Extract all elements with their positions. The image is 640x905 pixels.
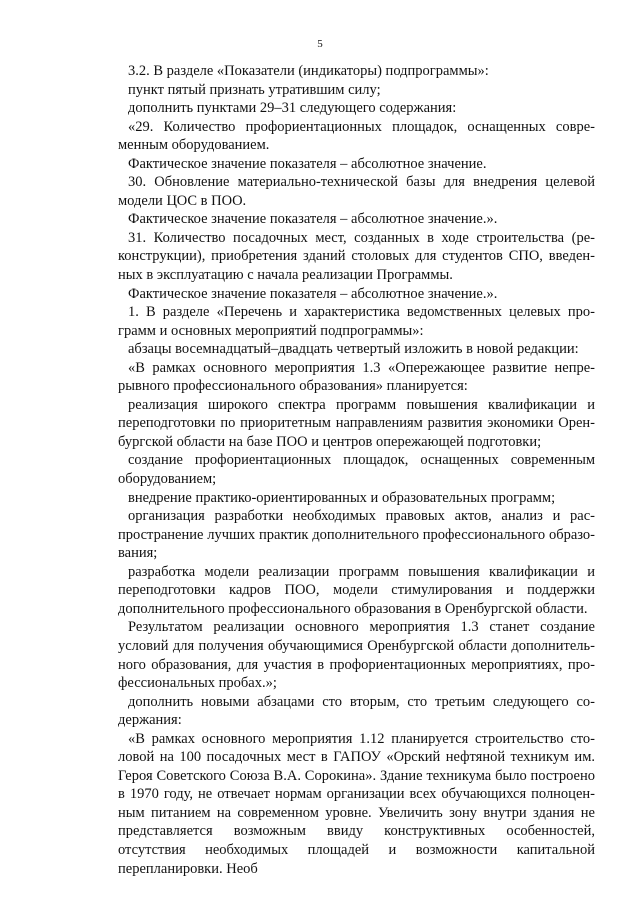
paragraph: 3.2. В разделе «Показатели (индикаторы) подпрограммы»:: [128, 63, 489, 79]
paragraph: создание профориентационных площадок, оснащенных современным оборудованием;: [118, 452, 595, 488]
paragraph: 1. В разделе «Перечень и характеристика ведомственных целевых программ и основных мероприятий подпрограммы»:: [118, 304, 595, 339]
paragraph: Фактическое значение показателя – абсолютное значение.».: [128, 285, 498, 302]
paragraph: «29. Количество профориентационных площадок, оснащенных современным оборудованием.: [118, 118, 595, 154]
paragraph: разработка модели реализации программ повышения квалификации и переподготовки кадров ПОО, модели стимулирования и поддержки дополнительного профессионального образования в Оренбургской области.: [118, 563, 595, 617]
paragraph: Фактическое значение показателя – абсолютное значение.».: [128, 211, 498, 228]
paragraph: дополнить пунктами 29–31 следующего содержания:: [128, 100, 457, 117]
paragraph: реализация широкого спектра программ повышения квалификации и переподготовки по приоритетным направлениям развития экономики Оренбургской области на базе ПОО и центров опережающей подготовки;: [118, 396, 595, 450]
paragraph: внедрение практико-ориентированных и образовательных программ;: [128, 489, 556, 506]
paragraph: Результатом реализации основного мероприятия 1.3 станет создание условий для получения обучающимися Оренбургской области дополнительного образования, для участия в профориентационных мероприятиях, профессиональных пробах.»;: [118, 619, 595, 692]
paragraph: абзацы восемнадцатый–двадцать четвертый изложить в новой редакции:: [128, 341, 579, 358]
document-body: [118, 62, 595, 878]
paragraph: «В рамках основного мероприятия 1.12 планируется строительство столовой на 100 посадочных мест в ГАПОУ «Орский нефтяной техникум им. Героя Советского Союза В.А. Сорокина». Здание техникума было построено в 1970 году, не отвечает нормам организации всех обучающихся полноценным питанием на современном уровне. Увеличить зону внутри здания не представляется возможным ввиду конструктивных особенностей, отсутствия необходимых площадей и возможности капитальной перепланировки. Необ: [118, 730, 595, 877]
paragraph: пункт пятый признать утратившим силу;: [128, 81, 381, 98]
paragraph: «В рамках основного мероприятия 1.3 «Опережающее развитие непрерывного профессионального образования» планируется:: [118, 359, 595, 395]
paragraph: организация разработки необходимых правовых актов, анализ и распространение лучших практик дополнительного профессионального образования;: [118, 508, 595, 562]
paragraph: 31. Количество посадочных мест, созданных в ходе строительства (реконструкции), приобретения зданий столовых для студентов СПО, введенных в эксплуатацию с начала реализации Программы.: [118, 229, 595, 284]
paragraph: Фактическое значение показателя – абсолютное значение.: [128, 155, 487, 172]
page-number: 5: [317, 38, 323, 50]
paragraph: дополнить новыми абзацами сто вторым, сто третьим следующего содержания:: [118, 693, 595, 729]
paragraph: 30. Обновление материально-технической базы для внедрения целевой модели ЦОС в ПОО.: [118, 174, 595, 209]
